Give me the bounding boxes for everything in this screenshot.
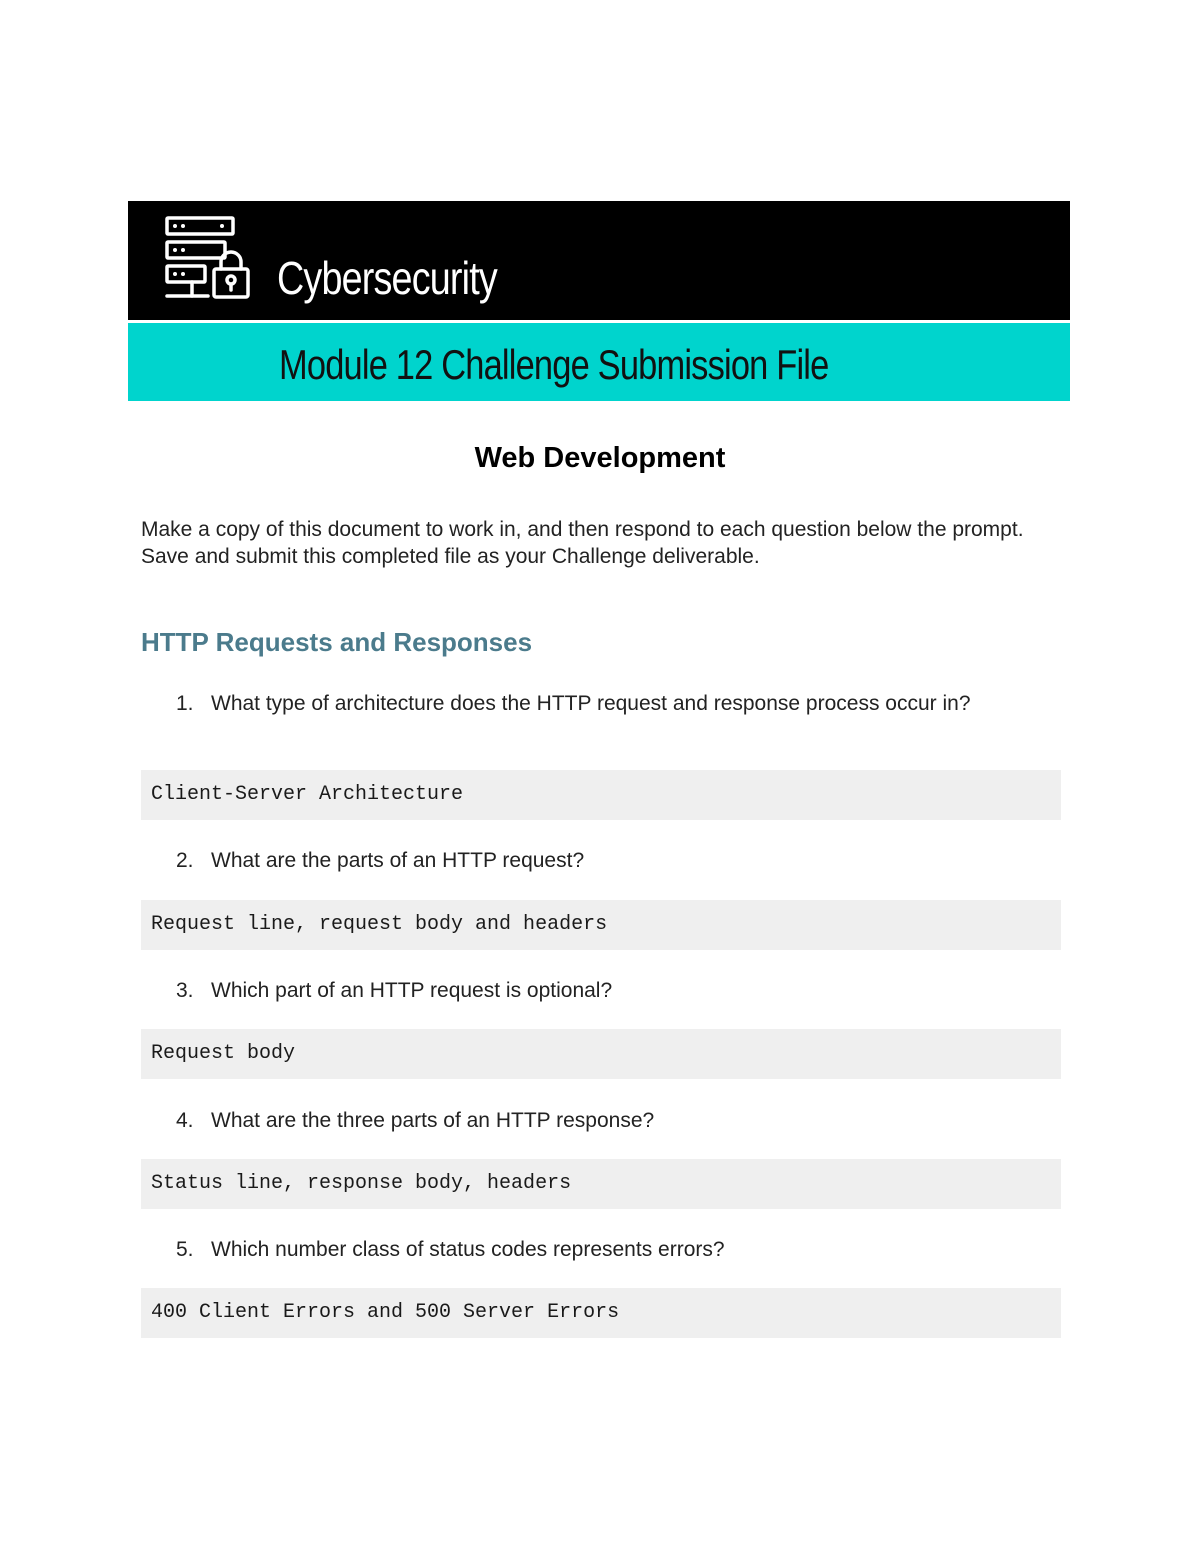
question-number: 1. xyxy=(176,692,194,715)
answer-box-1[interactable] xyxy=(141,770,1061,820)
question-number: 5. xyxy=(176,1238,194,1261)
header-banner xyxy=(128,201,1070,320)
question-3 xyxy=(176,977,1046,1005)
question-number: 3. xyxy=(176,979,194,1002)
question-1 xyxy=(176,690,1046,718)
question-4 xyxy=(176,1107,1046,1135)
server-lock-icon xyxy=(162,214,254,302)
question-text: Which number class of status codes represents errors? xyxy=(211,1238,725,1261)
intro-paragraph: Make a copy of this document to work in, and then respond to each question below the prompt. Save and submit this completed file as your Challenge deliverable. xyxy=(141,518,1024,568)
answer-text: Request body xyxy=(151,1042,296,1065)
answer-box-4[interactable] xyxy=(141,1159,1061,1209)
question-2 xyxy=(176,847,1046,875)
question-text: Which part of an HTTP request is optional? xyxy=(211,979,613,1002)
answer-text: Status line, response body, headers xyxy=(151,1172,572,1195)
answer-text: Client-Server Architecture xyxy=(151,783,464,806)
question-text: What are the parts of an HTTP request? xyxy=(211,849,585,872)
question-number: 2. xyxy=(176,849,194,872)
answer-text: 400 Client Errors and 500 Server Errors xyxy=(151,1301,620,1324)
answer-box-5[interactable] xyxy=(141,1288,1061,1338)
question-text: What are the three parts of an HTTP response? xyxy=(211,1109,655,1132)
question-number: 4. xyxy=(176,1109,194,1132)
answer-box-2[interactable] xyxy=(141,900,1061,950)
answer-box-3[interactable] xyxy=(141,1029,1061,1079)
brand-title: Cybersecurity xyxy=(277,252,497,304)
question-5 xyxy=(176,1236,1046,1264)
module-title: Module 12 Challenge Submission File xyxy=(279,341,829,388)
page-title: Web Development xyxy=(474,442,726,474)
section-heading: HTTP Requests and Responses xyxy=(141,627,533,657)
answer-text: Request line, request body and headers xyxy=(151,913,608,936)
question-text: What type of architecture does the HTTP request and response process occur in? xyxy=(211,692,971,715)
